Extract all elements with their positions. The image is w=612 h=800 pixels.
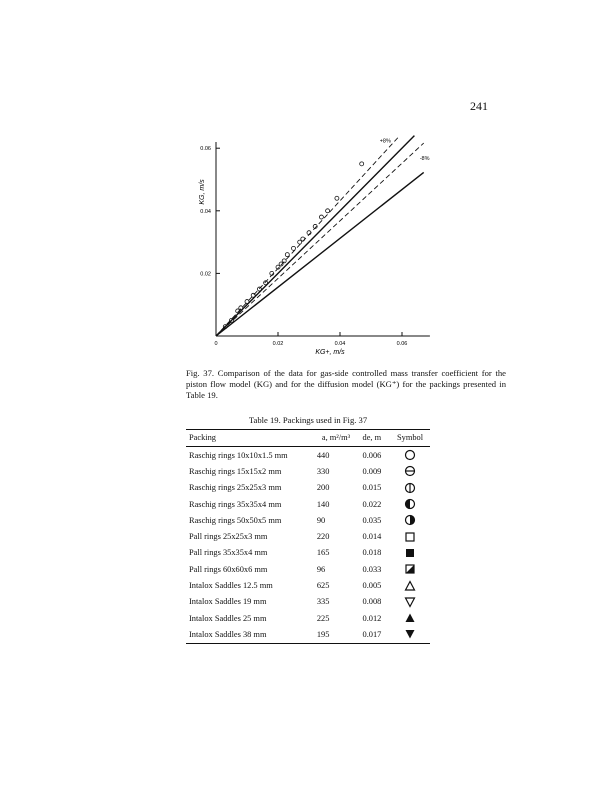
a-value-cell: 330 xyxy=(316,466,330,476)
triangle-up-filled-icon xyxy=(404,612,416,624)
packing-cell: Intalox Saddles 38 mm xyxy=(186,626,314,643)
de-value-cell: 0.022 xyxy=(362,499,382,509)
symbol-cell xyxy=(387,447,430,464)
a-value-cell: 165 xyxy=(316,548,330,558)
symbol-cell xyxy=(387,480,430,496)
de-value-cell: 0.017 xyxy=(360,626,387,643)
column-header-de: de, m xyxy=(360,430,387,447)
symbol-cell xyxy=(387,496,430,512)
packing-cell: Raschig rings 35x35x4 mm xyxy=(189,499,282,509)
table-row xyxy=(186,496,430,512)
table-row xyxy=(186,545,430,561)
packings-table xyxy=(186,429,430,644)
data-point xyxy=(245,300,249,304)
a-value-cell: 225 xyxy=(316,613,330,623)
square-half-icon xyxy=(404,563,416,575)
table-row xyxy=(186,610,430,626)
a-value-cell: 96 xyxy=(316,564,326,574)
y-axis-label: KG, m/s xyxy=(199,179,206,205)
packing-cell: Pall rings 60x60x6 mm xyxy=(189,564,268,574)
table-row xyxy=(186,594,430,610)
a-value-cell: 440 xyxy=(316,450,330,460)
x-tick-label: 0 xyxy=(214,341,218,347)
table-row xyxy=(186,463,430,479)
x-tick-label: 0.04 xyxy=(334,341,346,347)
a-value-cell: 195 xyxy=(314,626,360,643)
line-label: -8% xyxy=(419,156,430,163)
x-axis-label: KG+, m/s xyxy=(315,349,345,356)
table-header-row xyxy=(186,430,430,447)
triangle-down-filled-icon xyxy=(404,628,416,640)
triangle-down-open-icon xyxy=(404,596,416,608)
page-number: 241 xyxy=(470,99,488,113)
column-header-a: a, m²/m³ xyxy=(314,430,360,447)
de-value-cell: 0.005 xyxy=(362,581,382,591)
table-row xyxy=(186,626,430,643)
table-row xyxy=(186,447,430,464)
packing-cell: Intalox Saddles 19 mm xyxy=(189,597,267,607)
table-row xyxy=(186,528,430,544)
line-label: +8% xyxy=(379,138,391,145)
data-point xyxy=(360,162,364,166)
de-value-cell: 0.012 xyxy=(362,613,382,623)
circle-left-half-icon xyxy=(404,498,416,510)
table-body xyxy=(186,447,430,644)
a-value-cell: 140 xyxy=(316,499,330,509)
data-point xyxy=(319,215,323,219)
table-title: Table 19. Packings used in Fig. 37 xyxy=(248,415,368,425)
data-point xyxy=(298,240,302,244)
data-point xyxy=(326,209,330,213)
column-header-symbol: Symbol xyxy=(387,430,430,447)
packing-cell: Intalox Saddles 25 mm xyxy=(189,613,267,623)
de-value-cell: 0.008 xyxy=(362,597,382,607)
data-point xyxy=(335,196,339,200)
de-value-cell: 0.033 xyxy=(362,564,382,574)
column-header-packing: Packing xyxy=(186,430,314,447)
symbol-cell xyxy=(387,545,430,561)
symbol-cell xyxy=(387,594,430,610)
circle-vbar-icon xyxy=(404,482,416,494)
packing-cell: Raschig rings 10x10x1.5 mm xyxy=(189,450,288,460)
reference-line xyxy=(216,136,400,336)
symbol-cell xyxy=(387,626,430,643)
data-point xyxy=(301,237,305,241)
figure-caption: Fig. 37. Comparison of the data for gas-side controlled mass transfer coefficient for the piston flow model (KG) and for the diffusion model (KG⁺) for the packings presented in Table 19. xyxy=(186,368,506,400)
a-value-cell: 220 xyxy=(316,532,330,542)
de-value-cell: 0.015 xyxy=(362,483,382,493)
symbol-cell xyxy=(387,512,430,528)
table-row xyxy=(186,561,430,577)
a-value-cell: 200 xyxy=(316,483,330,493)
data-point xyxy=(292,246,296,250)
table-row xyxy=(186,577,430,593)
table-row xyxy=(186,480,430,496)
circle-hbar-icon xyxy=(404,465,416,477)
symbol-cell xyxy=(387,577,430,593)
figure-37-chart xyxy=(0,0,612,370)
de-value-cell: 0.006 xyxy=(362,450,382,460)
circle-right-half-icon xyxy=(404,514,416,526)
packing-cell: Raschig rings 15x15x2 mm xyxy=(189,466,282,476)
a-value-cell: 335 xyxy=(316,597,330,607)
data-point xyxy=(257,287,261,291)
triangle-up-open-icon xyxy=(404,580,416,592)
table-row xyxy=(186,512,430,528)
packing-cell: Raschig rings 50x50x5 mm xyxy=(189,515,282,525)
x-tick-label: 0.02 xyxy=(272,341,284,347)
data-point xyxy=(251,293,255,297)
y-tick-label: 0.02 xyxy=(200,271,211,278)
packing-cell: Raschig rings 25x25x3 mm xyxy=(189,483,282,493)
de-value-cell: 0.009 xyxy=(362,466,382,476)
square-filled-icon xyxy=(404,547,416,559)
symbol-cell xyxy=(387,610,430,626)
de-value-cell: 0.018 xyxy=(362,548,382,558)
symbol-cell xyxy=(387,561,430,577)
a-value-cell: 90 xyxy=(316,515,326,525)
symbol-cell xyxy=(387,463,430,479)
circle-open-icon xyxy=(404,449,416,461)
reference-line xyxy=(216,143,424,336)
packing-cell: Pall rings 25x25x3 mm xyxy=(189,532,268,542)
symbol-cell xyxy=(387,528,430,544)
packing-cell: Pall rings 35x35x4 mm xyxy=(189,548,268,558)
a-value-cell: 625 xyxy=(316,581,330,591)
y-tick-label: 0.06 xyxy=(200,146,211,153)
de-value-cell: 0.035 xyxy=(362,515,382,525)
packing-cell: Intalox Saddles 12.5 mm xyxy=(189,581,273,591)
data-point xyxy=(285,253,289,257)
reference-line xyxy=(216,136,414,336)
x-tick-label: 0.06 xyxy=(396,341,408,347)
square-open-icon xyxy=(404,531,416,543)
reference-line xyxy=(216,172,424,336)
y-tick-label: 0.04 xyxy=(200,208,211,215)
de-value-cell: 0.014 xyxy=(362,532,382,542)
